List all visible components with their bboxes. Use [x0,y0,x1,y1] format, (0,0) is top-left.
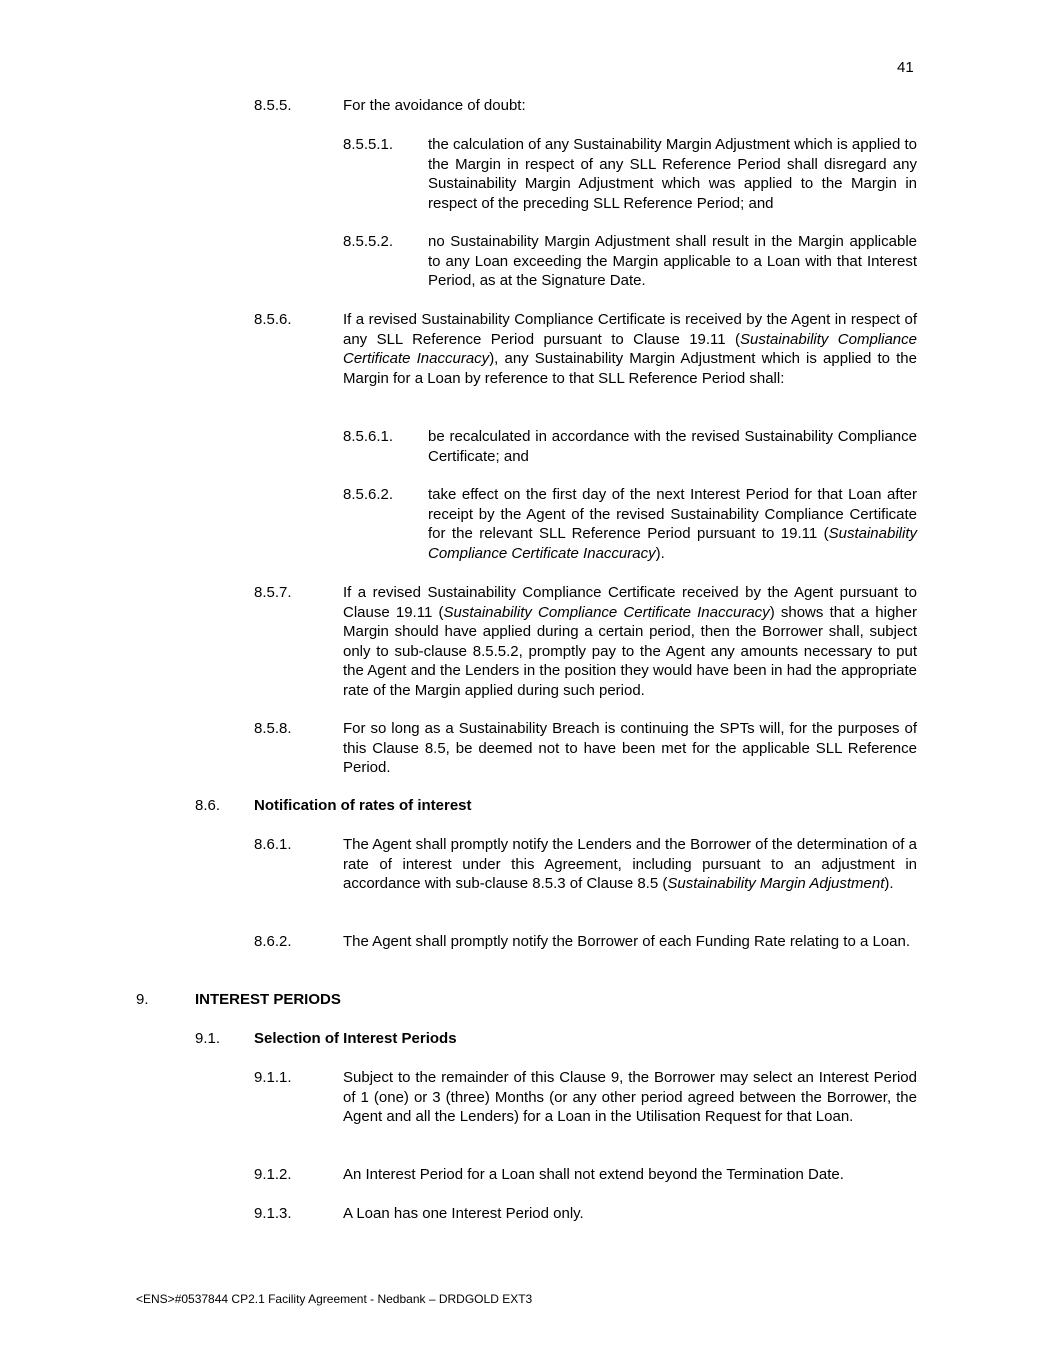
page-number: 41 [897,59,914,76]
heading-number: 8.6. [195,797,221,814]
clause-number: 8.5.5. [254,97,292,114]
clause-text: A Loan has one Interest Period only. [343,1205,584,1222]
heading-title: INTEREST PERIODS [195,991,341,1008]
text-segment: ) shows that a higher Margin should have applied during a certain period, then the Borrower shall, subject only to sub-clause 8.5.5.2, promptly pay to the Agent any amounts necessary to put the Agent and the Lenders in the position they would have been in had the appropriate rate of the Margin applied during such period. [343,603,917,699]
clause-text [428,485,917,563]
heading-title: Selection of Interest Periods [254,1030,457,1047]
clause-number: 8.5.6.2. [343,486,394,503]
clause-text: For so long as a Sustainability Breach is continuing the SPTs will, for the purposes of this Clause 8.5, be deemed not to have been met for the applicable SLL Reference Period. [343,720,917,776]
clause-text: the calculation of any Sustainability Margin Adjustment which is applied to the Margin in respect of any SLL Reference Period shall disregard any Sustainability Margin Adjustment which was applied to the Margin in respect of the preceding SLL Reference Period; and [428,136,917,212]
text-segment: The Agent shall promptly notify the Lenders and the Borrower of the determination of a rate of interest under this Agreement, including pursuant to an adjustment in accordance with sub-clause 8.5.3 of Clause 8.5 ( [343,836,917,892]
clause-reference: Sustainability Compliance Certificate Inaccuracy [428,525,917,562]
text-segment: ). [655,544,665,562]
text-segment: take effect on the first day of the next Interest Period for that Loan after receipt by the Agent of the revised Sustainability Compliance Certificate for the relevant SLL Reference Period pursuant to 19.11 ( [428,486,917,542]
text-segment: ), any Sustainability Margin Adjustment which is applied to the Margin for a Loan by reference to that SLL Reference Period shall: [343,350,917,387]
text-segment: If a revised Sustainability Compliance Certificate is received by the Agent in respect of any SLL Reference Period pursuant to Clause 19.11 ( [343,311,917,348]
clause-number: 8.5.6.1. [343,428,394,445]
clause-text [343,310,917,388]
text-segment: If a revised Sustainability Compliance Certificate received by the Agent pursuant to Clause 19.11 ( [343,584,917,621]
document-footer: <ENS>#0537844 CP2.1 Facility Agreement - Nedbank – DRDGOLD EXT3 [136,1292,533,1306]
clause-number: 9.1.2. [254,1166,292,1183]
text-segment: ). [884,875,894,892]
clause-number: 8.5.7. [254,584,292,601]
clause-text [343,835,917,894]
clause-text: The Agent shall promptly notify the Borrower of each Funding Rate relating to a Loan. [343,933,910,950]
clause-number: 8.6.2. [254,933,292,950]
clause-number: 9.1.3. [254,1205,292,1222]
clause-text: no Sustainability Margin Adjustment shall result in the Margin applicable to any Loan exceeding the Margin applicable to a Loan with that Interest Period, as at the Signature Date. [428,233,917,289]
clause-number: 8.5.6. [254,311,292,328]
clause-reference: Sustainability Margin Adjustment [667,875,885,892]
clause-text [343,583,917,700]
clause-reference: Sustainability Compliance Certificate Inaccuracy [343,330,917,367]
heading-number: 9.1. [195,1030,221,1047]
clause-number: 9.1.1. [254,1069,292,1086]
clause-text: Subject to the remainder of this Clause 9, the Borrower may select an Interest Period of 1 (one) or 3 (three) Months (or any other period agreed between the Borrower, the Agent and all the Lenders) for a Loan in the Utilisation Request for that Loan. [343,1069,917,1125]
clause-text: be recalculated in accordance with the revised Sustainability Compliance Certificate; and [428,428,917,465]
clause-reference: Sustainability Compliance Certificate Inaccuracy [443,603,770,621]
clause-text: For the avoidance of doubt: [343,97,526,114]
clause-number: 8.5.8. [254,720,292,737]
clause-number: 8.5.5.2. [343,233,394,250]
clause-number: 8.5.5.1. [343,136,394,153]
heading-number: 9. [136,991,149,1008]
heading-title: Notification of rates of interest [254,797,472,814]
clause-number: 8.6.1. [254,836,292,853]
clause-text: An Interest Period for a Loan shall not extend beyond the Termination Date. [343,1166,844,1183]
